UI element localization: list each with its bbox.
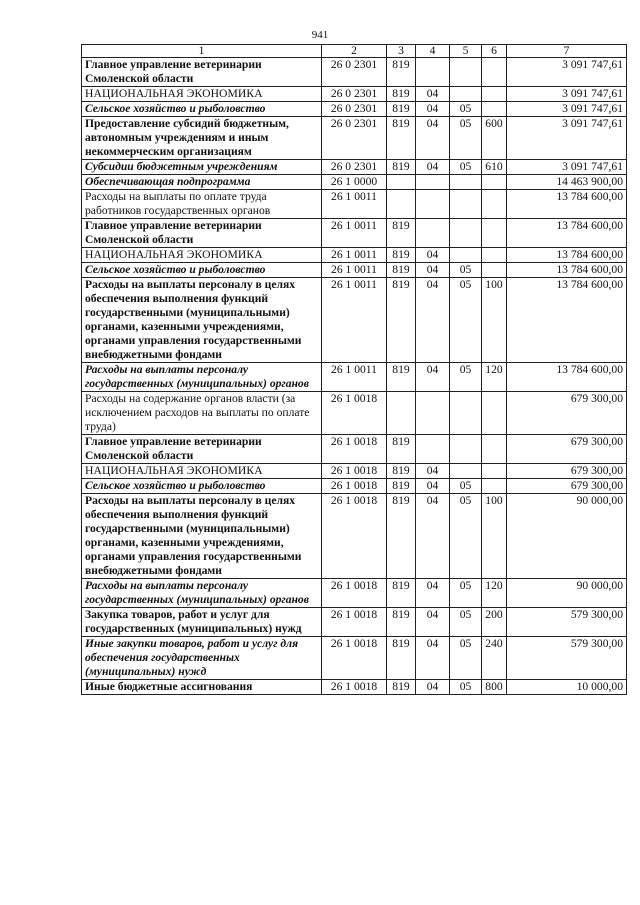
row-csr-cell: 26 1 0018 xyxy=(322,680,387,695)
row-grbs-cell: 819 xyxy=(387,637,416,680)
row-pr-cell xyxy=(450,392,482,435)
table-row xyxy=(82,637,627,680)
table-header-row xyxy=(82,45,627,58)
row-name-cell: Расходы на выплаты персоналу государственных (муниципальных) органов xyxy=(82,363,322,392)
row-grbs-cell: 819 xyxy=(387,248,416,263)
row-rz-cell: 04 xyxy=(416,117,450,160)
row-name-cell: Сельское хозяйство и рыболовство xyxy=(82,102,322,117)
row-pr-cell xyxy=(450,87,482,102)
row-rz-cell: 04 xyxy=(416,608,450,637)
row-csr-cell: 26 1 0018 xyxy=(322,608,387,637)
table-row xyxy=(82,190,627,219)
row-pr-cell: 05 xyxy=(450,637,482,680)
row-name-cell: Предоставление субсидий бюджетным, автономным учреждениям и иным некоммерческим организациям xyxy=(82,117,322,160)
row-name-cell: НАЦИОНАЛЬНАЯ ЭКОНОМИКА xyxy=(82,464,322,479)
row-name-cell: Сельское хозяйство и рыболовство xyxy=(82,263,322,278)
row-grbs-cell: 819 xyxy=(387,278,416,363)
row-rz-cell: 04 xyxy=(416,278,450,363)
row-csr-cell: 26 1 0011 xyxy=(322,248,387,263)
row-sum-cell: 679 300,00 xyxy=(507,392,627,435)
table-row xyxy=(82,392,627,435)
row-pr-cell: 05 xyxy=(450,363,482,392)
row-rz-cell: 04 xyxy=(416,102,450,117)
table-row xyxy=(82,248,627,263)
row-rz-cell: 04 xyxy=(416,494,450,579)
row-grbs-cell: 819 xyxy=(387,87,416,102)
row-csr-cell: 26 1 0011 xyxy=(322,190,387,219)
row-sum-cell: 13 784 600,00 xyxy=(507,219,627,248)
row-csr-cell: 26 1 0018 xyxy=(322,464,387,479)
row-sum-cell: 10 000,00 xyxy=(507,680,627,695)
row-name-cell: Закупка товаров, работ и услуг для государственных (муниципальных) нужд xyxy=(82,608,322,637)
row-pr-cell: 05 xyxy=(450,579,482,608)
row-csr-cell: 26 1 0018 xyxy=(322,435,387,464)
row-pr-cell: 05 xyxy=(450,494,482,579)
row-grbs-cell: 819 xyxy=(387,479,416,494)
row-rz-cell xyxy=(416,392,450,435)
row-sum-cell: 13 784 600,00 xyxy=(507,278,627,363)
row-sum-cell: 13 784 600,00 xyxy=(507,263,627,278)
row-name-cell: Расходы на содержание органов власти (за исключением расходов на выплаты по оплате труда) xyxy=(82,392,322,435)
row-csr-cell: 26 0 2301 xyxy=(322,160,387,175)
row-name-cell: Обеспечивающая подпрограмма xyxy=(82,175,322,190)
row-rz-cell: 04 xyxy=(416,363,450,392)
table-row xyxy=(82,435,627,464)
row-rz-cell: 04 xyxy=(416,160,450,175)
row-vr-cell: 120 xyxy=(482,579,507,608)
header-cell: 7 xyxy=(507,45,627,58)
row-vr-cell: 200 xyxy=(482,608,507,637)
row-pr-cell xyxy=(450,58,482,87)
row-vr-cell xyxy=(482,479,507,494)
table-row xyxy=(82,219,627,248)
row-csr-cell: 26 0 2301 xyxy=(322,87,387,102)
row-grbs-cell: 819 xyxy=(387,117,416,160)
table-row xyxy=(82,117,627,160)
row-pr-cell: 05 xyxy=(450,102,482,117)
row-sum-cell: 3 091 747,61 xyxy=(507,160,627,175)
row-name-cell: НАЦИОНАЛЬНАЯ ЭКОНОМИКА xyxy=(82,248,322,263)
row-name-cell: НАЦИОНАЛЬНАЯ ЭКОНОМИКА xyxy=(82,87,322,102)
row-csr-cell: 26 1 0018 xyxy=(322,479,387,494)
row-sum-cell: 679 300,00 xyxy=(507,435,627,464)
row-sum-cell: 579 300,00 xyxy=(507,608,627,637)
row-sum-cell: 3 091 747,61 xyxy=(507,87,627,102)
row-rz-cell: 04 xyxy=(416,248,450,263)
row-grbs-cell: 819 xyxy=(387,494,416,579)
row-name-cell: Расходы на выплаты по оплате труда работников государственных органов xyxy=(82,190,322,219)
row-csr-cell: 26 1 0011 xyxy=(322,263,387,278)
row-rz-cell xyxy=(416,175,450,190)
row-vr-cell xyxy=(482,190,507,219)
row-pr-cell: 05 xyxy=(450,263,482,278)
row-sum-cell: 679 300,00 xyxy=(507,464,627,479)
row-rz-cell xyxy=(416,435,450,464)
row-pr-cell xyxy=(450,190,482,219)
row-vr-cell xyxy=(482,435,507,464)
row-grbs-cell: 819 xyxy=(387,464,416,479)
row-pr-cell: 05 xyxy=(450,680,482,695)
row-vr-cell: 120 xyxy=(482,363,507,392)
row-rz-cell: 04 xyxy=(416,464,450,479)
row-vr-cell xyxy=(482,102,507,117)
row-csr-cell: 26 0 2301 xyxy=(322,117,387,160)
header-cell: 1 xyxy=(82,45,322,58)
row-grbs-cell: 819 xyxy=(387,263,416,278)
row-csr-cell: 26 1 0011 xyxy=(322,363,387,392)
row-sum-cell: 579 300,00 xyxy=(507,637,627,680)
row-csr-cell: 26 0 2301 xyxy=(322,102,387,117)
row-pr-cell xyxy=(450,464,482,479)
row-pr-cell xyxy=(450,435,482,464)
table-row xyxy=(82,278,627,363)
row-sum-cell: 13 784 600,00 xyxy=(507,190,627,219)
row-sum-cell: 679 300,00 xyxy=(507,479,627,494)
row-name-cell: Расходы на выплаты персоналу государственных (муниципальных) органов xyxy=(82,579,322,608)
row-vr-cell: 800 xyxy=(482,680,507,695)
table-row xyxy=(82,87,627,102)
row-rz-cell xyxy=(416,58,450,87)
row-sum-cell: 3 091 747,61 xyxy=(507,58,627,87)
row-vr-cell: 100 xyxy=(482,278,507,363)
table-row xyxy=(82,58,627,87)
row-sum-cell: 3 091 747,61 xyxy=(507,102,627,117)
row-sum-cell: 3 091 747,61 xyxy=(507,117,627,160)
row-grbs-cell xyxy=(387,392,416,435)
table-row xyxy=(82,464,627,479)
row-pr-cell xyxy=(450,248,482,263)
row-rz-cell: 04 xyxy=(416,87,450,102)
table-row xyxy=(82,680,627,695)
row-sum-cell: 90 000,00 xyxy=(507,579,627,608)
row-grbs-cell: 819 xyxy=(387,579,416,608)
row-pr-cell: 05 xyxy=(450,278,482,363)
row-pr-cell: 05 xyxy=(450,479,482,494)
row-csr-cell: 26 1 0011 xyxy=(322,278,387,363)
row-pr-cell xyxy=(450,175,482,190)
table-row xyxy=(82,160,627,175)
row-vr-cell: 600 xyxy=(482,117,507,160)
row-vr-cell xyxy=(482,248,507,263)
row-vr-cell xyxy=(482,58,507,87)
row-grbs-cell: 819 xyxy=(387,608,416,637)
header-cell: 5 xyxy=(450,45,482,58)
row-vr-cell xyxy=(482,219,507,248)
row-name-cell: Субсидии бюджетным учреждениям xyxy=(82,160,322,175)
table-row xyxy=(82,479,627,494)
row-name-cell: Расходы на выплаты персоналу в целях обеспечения выполнения функций государственными (муниципальными) органами, казенными учреждениями, органами управления государственными внебюджетными фондами xyxy=(82,278,322,363)
row-grbs-cell: 819 xyxy=(387,219,416,248)
row-vr-cell xyxy=(482,392,507,435)
row-grbs-cell: 819 xyxy=(387,160,416,175)
row-name-cell: Сельское хозяйство и рыболовство xyxy=(82,479,322,494)
row-name-cell: Расходы на выплаты персоналу в целях обеспечения выполнения функций государственными (муниципальными) органами, казенными учреждениями, органами управления государственными внебюджетными фондами xyxy=(82,494,322,579)
row-grbs-cell: 819 xyxy=(387,435,416,464)
row-grbs-cell: 819 xyxy=(387,363,416,392)
row-rz-cell: 04 xyxy=(416,263,450,278)
row-rz-cell xyxy=(416,219,450,248)
header-cell: 3 xyxy=(387,45,416,58)
table-row xyxy=(82,102,627,117)
table-row xyxy=(82,263,627,278)
row-csr-cell: 26 1 0011 xyxy=(322,219,387,248)
header-cell: 6 xyxy=(482,45,507,58)
row-vr-cell xyxy=(482,464,507,479)
row-sum-cell: 14 463 900,00 xyxy=(507,175,627,190)
row-rz-cell: 04 xyxy=(416,637,450,680)
row-name-cell: Иные закупки товаров, работ и услуг для обеспечения государственных (муниципальных) нужд xyxy=(82,637,322,680)
row-grbs-cell xyxy=(387,175,416,190)
row-grbs-cell: 819 xyxy=(387,680,416,695)
table-row xyxy=(82,494,627,579)
row-rz-cell xyxy=(416,190,450,219)
row-name-cell: Главное управление ветеринарии Смоленской области xyxy=(82,435,322,464)
row-pr-cell: 05 xyxy=(450,160,482,175)
row-vr-cell: 100 xyxy=(482,494,507,579)
row-pr-cell: 05 xyxy=(450,117,482,160)
row-rz-cell: 04 xyxy=(416,479,450,494)
row-vr-cell xyxy=(482,87,507,102)
table-row xyxy=(82,579,627,608)
row-pr-cell xyxy=(450,219,482,248)
row-rz-cell: 04 xyxy=(416,579,450,608)
row-csr-cell: 26 1 0018 xyxy=(322,579,387,608)
row-vr-cell xyxy=(482,175,507,190)
row-csr-cell: 26 1 0018 xyxy=(322,637,387,680)
row-grbs-cell xyxy=(387,190,416,219)
row-vr-cell xyxy=(482,263,507,278)
row-csr-cell: 26 1 0000 xyxy=(322,175,387,190)
row-csr-cell: 26 0 2301 xyxy=(322,58,387,87)
row-name-cell: Главное управление ветеринарии Смоленской области xyxy=(82,58,322,87)
row-sum-cell: 13 784 600,00 xyxy=(507,248,627,263)
header-cell: 4 xyxy=(416,45,450,58)
row-pr-cell: 05 xyxy=(450,608,482,637)
table-row xyxy=(82,608,627,637)
table-row xyxy=(82,363,627,392)
row-sum-cell: 90 000,00 xyxy=(507,494,627,579)
row-sum-cell: 13 784 600,00 xyxy=(507,363,627,392)
row-rz-cell: 04 xyxy=(416,680,450,695)
row-grbs-cell: 819 xyxy=(387,58,416,87)
header-cell: 2 xyxy=(322,45,387,58)
budget-table xyxy=(81,44,627,695)
table-row xyxy=(82,175,627,190)
row-grbs-cell: 819 xyxy=(387,102,416,117)
page-number: 941 xyxy=(311,29,329,41)
row-name-cell: Иные бюджетные ассигнования xyxy=(82,680,322,695)
row-csr-cell: 26 1 0018 xyxy=(322,392,387,435)
row-csr-cell: 26 1 0018 xyxy=(322,494,387,579)
row-vr-cell: 240 xyxy=(482,637,507,680)
row-vr-cell: 610 xyxy=(482,160,507,175)
row-name-cell: Главное управление ветеринарии Смоленской области xyxy=(82,219,322,248)
